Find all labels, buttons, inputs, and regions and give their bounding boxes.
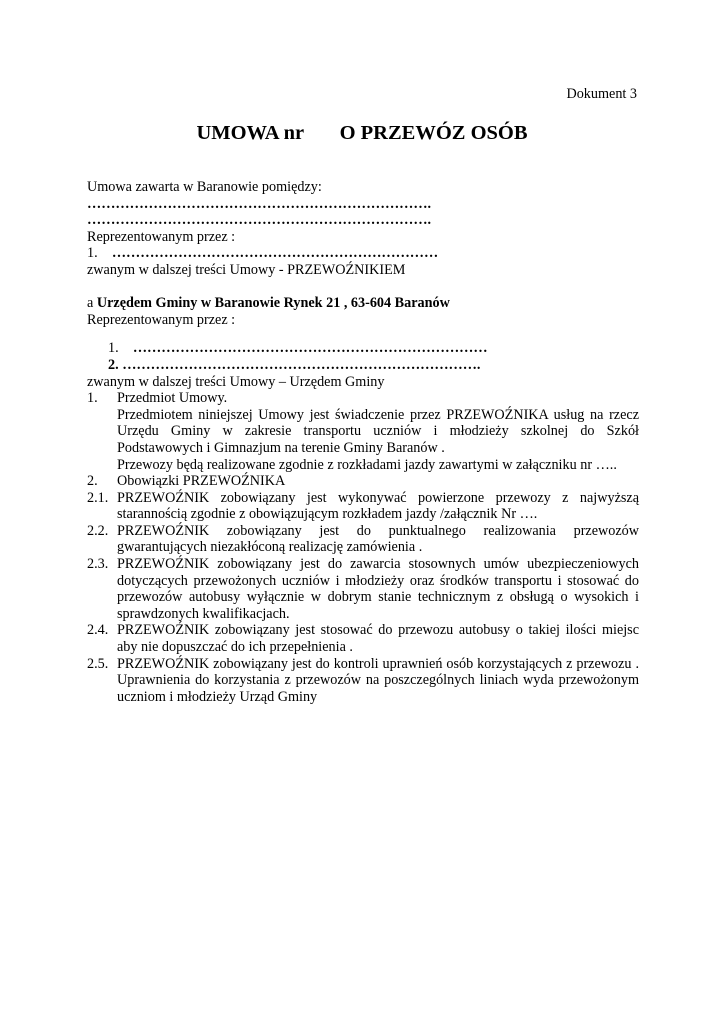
section-1-paragraph-2: Przewozy będą realizowane zgodnie z rozkładami jazdy zawartymi w załączniku nr ….. bbox=[117, 456, 617, 473]
party1-dots-1: ………………………………………………………………. bbox=[87, 195, 432, 212]
party1-represented: Reprezentowanym przez : bbox=[87, 228, 236, 245]
clause-text: PRZEWOŹNIK zobowiązany jest stosować do przewozu autobusy o takiej ilości miejsc aby nie dopuszczać do ich przepełnienia . bbox=[117, 622, 639, 656]
party2-rep-num-2: 2. bbox=[108, 356, 119, 373]
party2-represented: Reprezentowanym przez : bbox=[87, 311, 236, 328]
clause-number: 2.4. bbox=[87, 622, 109, 639]
party2-name: Urzędem Gminy w Baranowie Rynek 21 , 63-604 Baranów bbox=[96, 295, 450, 312]
section-2-number: 2. bbox=[87, 473, 98, 490]
clause-text: PRZEWOŹNIK zobowiązany jest do zawarcia stosownych umów ubezpieczeniowych dotyczących przewożonych uczniów i młodzieży oraz środków transportu i stosować do przewozów autobusy wyłącznie w dobrym stanie technicznym z obsługą o wysokich i sprawdzonych kwalifikacjach. bbox=[117, 556, 639, 622]
clause-number: 2.2. bbox=[87, 522, 109, 539]
spacer bbox=[87, 328, 639, 340]
document-title bbox=[0, 121, 724, 145]
party1-called: zwanym w dalszej treści Umowy - PRZEWOŹNIKIEM bbox=[87, 261, 406, 278]
party2-rep-item-1 bbox=[87, 340, 639, 357]
party1-dots-2: ………………………………………………………………. bbox=[87, 212, 432, 229]
section-2 bbox=[87, 473, 639, 490]
document-body bbox=[87, 179, 639, 705]
party1-rep-num: 1. bbox=[87, 245, 98, 262]
clause-number: 2.1. bbox=[87, 489, 109, 506]
party2-line bbox=[87, 295, 639, 312]
title-part2: O PRZEWÓZ OSÓB bbox=[339, 122, 528, 144]
spacer bbox=[87, 279, 639, 296]
section-1-paragraph: Przedmiotem niniejszej Umowy jest świadczenie przez PRZEWOŹNIKA usług na rzecz Urzędu Gminy w zakresie transportu uczniów i młodzieży szkolnej do Szkół Podstawowych i Gimnazjum na terenie Gminy Baranów . bbox=[117, 406, 639, 456]
clause-number: 2.3. bbox=[87, 556, 109, 573]
clause-2-2 bbox=[87, 523, 639, 556]
section-1-heading: Przedmiot Umowy. bbox=[117, 390, 228, 407]
intro-line: Umowa zawarta w Baranowie pomiędzy: bbox=[87, 179, 322, 195]
document-number: Dokument 3 bbox=[566, 86, 637, 102]
clause-2-4 bbox=[87, 622, 639, 655]
clause-text: PRZEWOŹNIK zobowiązany jest do kontroli uprawnień osób korzystających z przewozu . Uprawnienia do korzystania z przewozów na poszczególnych liniach wyda przewożonym uczniom i młodzieży Urząd Gminy bbox=[117, 655, 639, 705]
party2-rep-item-2 bbox=[87, 357, 639, 374]
section-1 bbox=[87, 390, 639, 473]
party2-rep-num-1: 1. bbox=[108, 340, 119, 357]
clause-text: PRZEWOŹNIK zobowiązany jest do punktualnego realizowania przewozów gwarantujących niezakłóconą realizację zamówienia . bbox=[117, 522, 639, 556]
section-2-heading: Obowiązki PRZEWOŹNIKA bbox=[117, 473, 286, 490]
clause-2-3 bbox=[87, 556, 639, 622]
title-part1: UMOWA nr bbox=[196, 122, 304, 144]
party2-rep-dots-2: …………………………………………………………………. bbox=[122, 356, 481, 373]
section-1-number: 1. bbox=[87, 390, 98, 407]
party2-prefix: a bbox=[87, 295, 97, 312]
clause-number: 2.5. bbox=[87, 655, 109, 672]
clause-2-1 bbox=[87, 490, 639, 523]
party1-rep-item bbox=[87, 245, 639, 262]
party1-rep-dots: …………………………………………………………… bbox=[111, 245, 439, 262]
party2-rep-dots-1: ………………………………………………………………… bbox=[132, 340, 488, 357]
clause-2-5 bbox=[87, 656, 639, 706]
party2-called: zwanym w dalszej treści Umowy – Urzędem Gminy bbox=[87, 373, 385, 390]
clause-text: PRZEWOŹNIK zobowiązany jest wykonywać powierzone przewozy z najwyższą starannością zgodnie z obowiązującym rozkładem jazdy /załącznik Nr …. bbox=[117, 489, 639, 523]
